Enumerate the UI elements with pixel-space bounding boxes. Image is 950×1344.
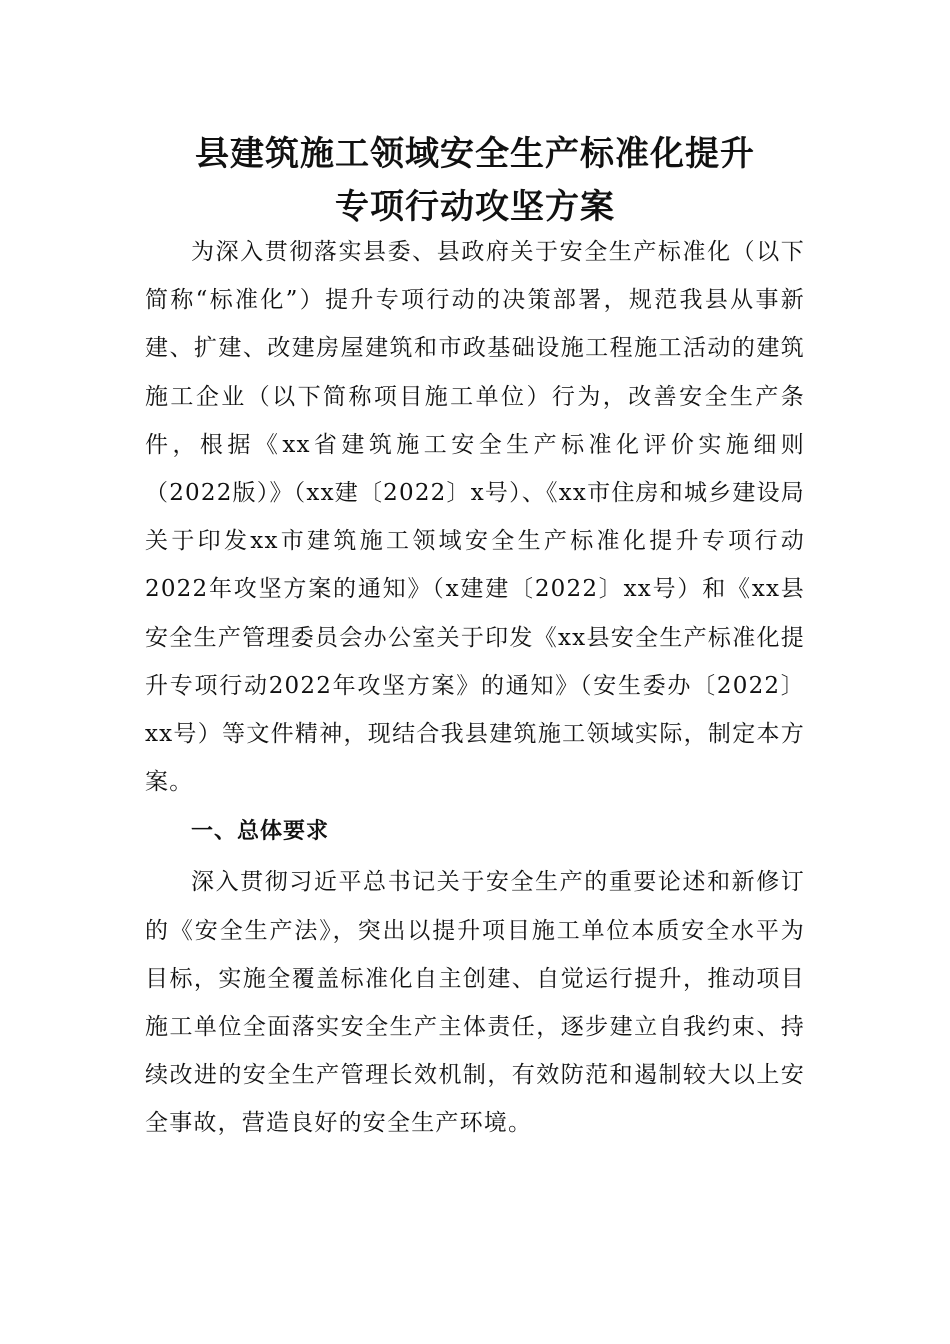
section-heading-general-requirements: 一、总体要求 [191,819,330,845]
document-title-line-1: 县建筑施工领域安全生产标准化提升 [195,134,755,174]
document-body [145,228,805,1148]
document-title-line-2: 专项行动攻坚方案 [335,187,615,227]
general-requirements-paragraph: 深入贯彻习近平总书记关于安全生产的重要论述和新修订的《安全生产法》，突出以提升项目施工单位本质安全水平为目标，实施全覆盖标准化自主创建、自觉运行提升，推动项目施工单位全面落实安全生产主体责任，逐步建立自我约束、持续改进的安全生产管理长效机制，有效防范和遏制较大以上安全事故，营造良好的安全生产环境。 [145,869,805,1137]
intro-paragraph: 为深入贯彻落实县委、县政府关于安全生产标准化（以下简称“标准化”）提升专项行动的决策部署，规范我县从事新建、扩建、改建房屋建筑和市政基础设施工程施工活动的建筑施工企业（以下简称项目施工单位）行为，改善安全生产条件，根据《xx省建筑施工安全生产标准化评价实施细则（2022版）》（xx建〔2022〕x号）、《xx市住房和城乡建设局关于印发xx市建筑施工领域安全生产标准化提升专项行动2022年攻坚方案的通知》（x建建〔2022〕xx号）和《xx县安全生产管理委员会办公室关于印发《xx县安全生产标准化提升专项行动2022年攻坚方案》的通知》（安生委办〔2022〕xx号）等文件精神，现结合我县建筑施工领域实际，制定本方案。 [145,239,805,796]
